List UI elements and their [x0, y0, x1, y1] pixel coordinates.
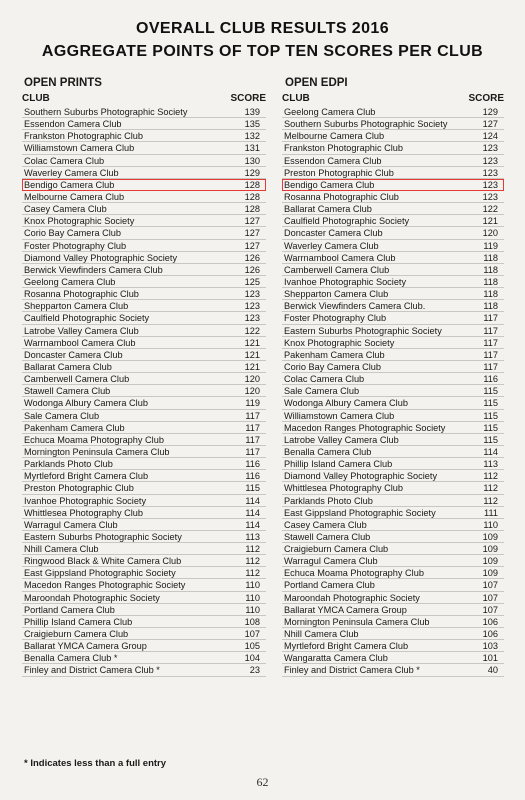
club-column-header: CLUB: [282, 93, 310, 104]
club-name: Latrobe Valley Camera Club: [284, 434, 399, 445]
club-score: 122: [482, 204, 498, 215]
club-score: 117: [245, 410, 260, 421]
club-name: East Gippsland Photographic Society: [24, 568, 176, 579]
club-score: 111: [484, 507, 498, 518]
table-row: [282, 179, 504, 191]
club-name: Ballarat Camera Club: [24, 361, 112, 372]
club-score: 118: [483, 252, 498, 263]
open-edpi-table: [282, 93, 504, 677]
open-edpi-header: [282, 93, 504, 106]
club-score: 123: [244, 301, 260, 312]
table-row: [22, 470, 266, 482]
club-name: Finley and District Camera Club *: [24, 665, 160, 676]
club-name: Mornington Peninsula Camera Club: [284, 616, 430, 627]
table-row: [282, 349, 504, 361]
table-row: [282, 155, 504, 167]
club-name: Pakenham Camera Club: [284, 349, 385, 360]
club-score: 115: [245, 483, 260, 494]
club-name: Portland Camera Club: [24, 604, 115, 615]
table-row: [282, 130, 504, 142]
club-name: Ballarat YMCA Camera Group: [24, 641, 147, 652]
club-name: Echuca Moama Photography Club: [284, 568, 424, 579]
club-score: 123: [482, 191, 498, 202]
table-row: [22, 155, 266, 167]
club-name: Macedon Ranges Photographic Society: [284, 422, 446, 433]
club-score: 118: [483, 264, 498, 275]
club-name: Melbourne Camera Club: [284, 131, 385, 142]
club-name: Frankston Photographic Club: [24, 131, 143, 142]
table-row: [22, 312, 266, 324]
club-score: 108: [244, 616, 260, 627]
club-score: 112: [245, 544, 260, 555]
club-name: Eastern Suburbs Photographic Society: [284, 325, 442, 336]
club-name: Camberwell Camera Club: [24, 374, 130, 385]
table-row: [22, 616, 266, 628]
club-score: 112: [483, 483, 498, 494]
club-name: Echuca Moama Photography Club: [24, 434, 164, 445]
club-score: 115: [483, 410, 498, 421]
club-name: Benalla Camera Club: [284, 446, 372, 457]
club-name: Geelong Camera Club: [24, 276, 116, 287]
club-name: Whittlesea Photography Club: [24, 507, 143, 518]
club-score: 125: [244, 276, 260, 287]
club-score: 117: [483, 361, 498, 372]
table-row: [22, 264, 266, 276]
table-row: [282, 264, 504, 276]
table-row: [22, 410, 266, 422]
club-name: Ballarat Camera Club: [284, 204, 372, 215]
footnote: * Indicates less than a full entry: [24, 758, 167, 769]
club-name: Craigieburn Camera Club: [24, 629, 129, 640]
club-score: 103: [482, 641, 498, 652]
club-name: Shepparton Camera Club: [24, 301, 129, 312]
table-row: [22, 422, 266, 434]
club-score: 129: [244, 167, 260, 178]
club-name: Parklands Photo Club: [24, 459, 113, 470]
club-score: 124: [482, 131, 498, 142]
club-name: Myrtleford Bright Camera Club: [24, 471, 149, 482]
club-score: 116: [245, 471, 260, 482]
table-row: [282, 531, 504, 543]
club-name: Casey Camera Club: [284, 519, 367, 530]
club-score: 127: [244, 240, 260, 251]
table-row: [22, 300, 266, 312]
club-name: Warrnambool Camera Club: [24, 337, 136, 348]
table-row: [282, 616, 504, 628]
table-row: [22, 664, 266, 676]
club-score: 123: [482, 167, 498, 178]
club-name: Maroondah Photographic Society: [24, 592, 160, 603]
club-score: 116: [245, 459, 260, 470]
club-score: 106: [482, 629, 498, 640]
club-score: 126: [244, 252, 260, 263]
club-score: 120: [482, 228, 498, 239]
club-name: Southern Suburbs Photographic Society: [284, 119, 448, 130]
club-score: 104: [244, 653, 260, 664]
page-subtitle: AGGREGATE POINTS OF TOP TEN SCORES PER CLUB: [41, 43, 484, 60]
table-row: [282, 652, 504, 664]
club-score: 128: [244, 191, 260, 202]
club-score: 114: [483, 446, 498, 457]
club-name: Diamond Valley Photographic Society: [24, 252, 178, 263]
club-score: 107: [482, 580, 498, 591]
club-score: 101: [482, 653, 498, 664]
club-name: Craigieburn Camera Club: [284, 544, 389, 555]
club-name: Maroondah Photographic Society: [284, 592, 420, 603]
table-row: [282, 361, 504, 373]
table-row: [22, 434, 266, 446]
club-name: Bendigo Camera Club: [284, 179, 375, 190]
table-row: [282, 628, 504, 640]
club-name: Wodonga Albury Camera Club: [24, 398, 148, 409]
club-name: Macedon Ranges Photographic Society: [24, 580, 186, 591]
club-score: 115: [483, 398, 498, 409]
club-score: 112: [483, 471, 498, 482]
table-row: [22, 337, 266, 349]
open-edpi-heading: OPEN EDPI: [285, 77, 348, 89]
club-score: 139: [244, 107, 260, 117]
club-name: Wodonga Albury Camera Club: [284, 398, 408, 409]
club-score: 123: [244, 289, 260, 300]
table-row: [282, 300, 504, 312]
club-name: Phillip Island Camera Club: [24, 616, 133, 627]
club-score: 128: [244, 204, 260, 215]
table-row: [22, 373, 266, 385]
table-row: [22, 252, 266, 264]
club-name: Waverley Camera Club: [24, 167, 119, 178]
club-score: 123: [244, 313, 260, 324]
table-row: [282, 434, 504, 446]
table-row: [282, 482, 504, 494]
table-row: [282, 592, 504, 604]
club-name: Colac Camera Club: [24, 155, 105, 166]
table-row: [282, 579, 504, 591]
club-score: 115: [483, 434, 498, 445]
club-name: Sale Camera Club: [24, 410, 100, 421]
table-row: [282, 227, 504, 239]
club-name: Ivanhoe Photographic Society: [284, 276, 407, 287]
table-row: [22, 555, 266, 567]
page-number: 62: [256, 775, 269, 789]
club-score: 117: [483, 337, 498, 348]
table-row: [22, 361, 266, 373]
club-name: East Gippsland Photographic Society: [284, 507, 436, 518]
table-row: [22, 191, 266, 203]
club-name: Preston Photographic Club: [24, 483, 134, 494]
table-row: [282, 288, 504, 300]
table-row: [22, 385, 266, 397]
club-name: Berwick Viewfinders Camera Club: [24, 264, 163, 275]
club-name: Wangaratta Camera Club: [284, 653, 388, 664]
club-name: Corio Bay Camera Club: [284, 361, 382, 372]
table-row: [22, 276, 266, 288]
open-edpi-rows: [282, 106, 504, 677]
table-row: [22, 519, 266, 531]
table-row: [22, 325, 266, 337]
club-name: Bendigo Camera Club: [24, 179, 115, 190]
club-name: Doncaster Camera Club: [284, 228, 383, 239]
table-row: [22, 130, 266, 142]
club-name: Nhill Camera Club: [284, 629, 359, 640]
club-score: 110: [245, 580, 260, 591]
club-score: 109: [482, 544, 498, 555]
club-name: Sale Camera Club: [284, 386, 360, 397]
club-name: Latrobe Valley Camera Club: [24, 325, 139, 336]
table-row: [22, 179, 266, 191]
club-score: 107: [244, 629, 260, 640]
club-name: Mornington Peninsula Camera Club: [24, 446, 170, 457]
table-row: [282, 519, 504, 531]
club-name: Pakenham Camera Club: [24, 422, 125, 433]
table-row: [282, 446, 504, 458]
club-score: 129: [482, 107, 498, 117]
table-row: [22, 652, 266, 664]
club-score: 113: [245, 531, 260, 542]
club-name: Phillip Island Camera Club: [284, 459, 393, 470]
club-score: 109: [482, 556, 498, 567]
club-score: 117: [483, 349, 498, 360]
club-name: Diamond Valley Photographic Society: [284, 471, 438, 482]
table-row: [282, 555, 504, 567]
club-score: 114: [245, 519, 260, 530]
club-score: 114: [245, 507, 260, 518]
table-row: [22, 118, 266, 130]
table-row: [22, 397, 266, 409]
club-score: 121: [244, 337, 260, 348]
club-score: 127: [244, 216, 260, 227]
club-score: 40: [487, 665, 498, 676]
table-row: [22, 106, 266, 118]
club-name: Geelong Camera Club: [284, 107, 376, 117]
club-score: 121: [244, 349, 260, 360]
table-row: [22, 482, 266, 494]
club-score: 131: [244, 143, 260, 154]
club-score: 112: [483, 495, 498, 506]
club-name: Knox Photographic Society: [284, 337, 395, 348]
club-score: 127: [482, 119, 498, 130]
club-score: 121: [482, 216, 498, 227]
table-row: [22, 203, 266, 215]
table-row: [22, 227, 266, 239]
club-score: 112: [245, 568, 260, 579]
table-row: [282, 167, 504, 179]
club-score: 117: [245, 434, 260, 445]
club-name: Portland Camera Club: [284, 580, 375, 591]
club-score: 109: [482, 531, 498, 542]
club-score: 105: [244, 641, 260, 652]
table-row: [22, 628, 266, 640]
club-name: Essendon Camera Club: [284, 155, 382, 166]
table-row: [282, 276, 504, 288]
club-name: Ivanhoe Photographic Society: [24, 495, 147, 506]
table-row: [22, 215, 266, 227]
table-row: [22, 349, 266, 361]
club-score: 117: [483, 325, 498, 336]
table-row: [282, 458, 504, 470]
table-row: [22, 640, 266, 652]
table-row: [22, 604, 266, 616]
table-row: [282, 337, 504, 349]
table-row: [22, 167, 266, 179]
club-score: 119: [245, 398, 260, 409]
club-name: Warragul Camera Club: [24, 519, 118, 530]
table-row: [282, 567, 504, 579]
club-name: Caulfield Photographic Society: [284, 216, 410, 227]
table-row: [22, 507, 266, 519]
club-score: 117: [245, 422, 260, 433]
club-score: 130: [244, 155, 260, 166]
club-name: Ringwood Black & White Camera Club: [24, 556, 182, 567]
club-name: Finley and District Camera Club *: [284, 665, 420, 676]
table-row: [282, 215, 504, 227]
table-row: [282, 507, 504, 519]
table-row: [282, 495, 504, 507]
table-row: [282, 240, 504, 252]
club-score: 126: [244, 264, 260, 275]
club-name: Melbourne Camera Club: [24, 191, 125, 202]
club-name: Whittlesea Photography Club: [284, 483, 403, 494]
club-score: 117: [483, 313, 498, 324]
table-row: [22, 288, 266, 300]
club-score: 115: [483, 386, 498, 397]
club-score: 113: [483, 459, 498, 470]
club-score: 114: [245, 495, 260, 506]
club-score: 107: [482, 592, 498, 603]
club-score: 117: [245, 446, 260, 457]
club-name: Essendon Camera Club: [24, 119, 122, 130]
club-score: 135: [244, 119, 260, 130]
club-score: 123: [482, 179, 498, 190]
club-score: 121: [244, 361, 260, 372]
club-score: 110: [245, 592, 260, 603]
table-row: [282, 106, 504, 118]
table-row: [22, 495, 266, 507]
club-score: 110: [483, 519, 498, 530]
table-row: [22, 579, 266, 591]
club-score: 123: [482, 155, 498, 166]
club-name: Colac Camera Club: [284, 374, 365, 385]
table-row: [282, 543, 504, 555]
club-score: 127: [244, 228, 260, 239]
open-prints-table: [22, 93, 266, 677]
club-name: Preston Photographic Club: [284, 167, 394, 178]
club-score: 128: [244, 179, 260, 190]
club-name: Foster Photography Club: [284, 313, 387, 324]
table-row: [22, 446, 266, 458]
club-name: Foster Photography Club: [24, 240, 127, 251]
table-row: [282, 397, 504, 409]
club-score: 106: [482, 616, 498, 627]
club-score: 118: [483, 289, 498, 300]
club-score: 115: [483, 422, 498, 433]
club-column-header: CLUB: [22, 93, 50, 104]
club-name: Nhill Camera Club: [24, 544, 99, 555]
club-score: 107: [482, 604, 498, 615]
club-name: Frankston Photographic Club: [284, 143, 403, 154]
club-name: Shepparton Camera Club: [284, 289, 389, 300]
table-row: [282, 252, 504, 264]
table-row: [282, 640, 504, 652]
table-row: [22, 142, 266, 154]
club-name: Williamstown Camera Club: [24, 143, 135, 154]
page-title: OVERALL CLUB RESULTS 2016: [135, 20, 389, 37]
club-name: Stawell Camera Club: [284, 531, 371, 542]
open-prints-header: [22, 93, 266, 106]
table-row: [282, 142, 504, 154]
club-name: Caulfield Photographic Society: [24, 313, 150, 324]
club-score: 118: [483, 301, 498, 312]
club-name: Berwick Viewfinders Camera Club.: [284, 301, 426, 312]
club-name: Camberwell Camera Club: [284, 264, 390, 275]
club-score: 116: [483, 374, 498, 385]
table-row: [282, 664, 504, 676]
table-row: [282, 422, 504, 434]
score-column-header: SCORE: [230, 93, 266, 104]
club-name: Southern Suburbs Photographic Society: [24, 107, 188, 117]
club-score: 110: [245, 604, 260, 615]
table-row: [282, 604, 504, 616]
table-row: [282, 118, 504, 130]
table-row: [22, 240, 266, 252]
table-row: [22, 592, 266, 604]
table-row: [282, 191, 504, 203]
club-name: Warrnambool Camera Club: [284, 252, 396, 263]
club-score: 120: [244, 374, 260, 385]
table-row: [282, 325, 504, 337]
club-name: Rosanna Photographic Club: [24, 289, 139, 300]
open-prints-rows: [22, 106, 266, 677]
club-score: 118: [483, 276, 498, 287]
club-name: Waverley Camera Club: [284, 240, 379, 251]
open-prints-heading: OPEN PRINTS: [24, 77, 102, 89]
club-name: Casey Camera Club: [24, 204, 107, 215]
table-row: [282, 312, 504, 324]
club-score: 109: [482, 568, 498, 579]
table-row: [282, 203, 504, 215]
club-score: 132: [244, 131, 260, 142]
club-name: Myrtleford Bright Camera Club: [284, 641, 409, 652]
table-row: [22, 531, 266, 543]
score-column-header: SCORE: [468, 93, 504, 104]
club-name: Doncaster Camera Club: [24, 349, 123, 360]
club-score: 112: [245, 556, 260, 567]
club-name: Knox Photographic Society: [24, 216, 135, 227]
club-name: Stawell Camera Club: [24, 386, 111, 397]
club-score: 119: [483, 240, 498, 251]
club-name: Warragul Camera Club: [284, 556, 378, 567]
table-row: [22, 458, 266, 470]
table-row: [282, 373, 504, 385]
table-row: [22, 567, 266, 579]
table-row: [282, 410, 504, 422]
club-name: Benalla Camera Club *: [24, 653, 118, 664]
club-name: Parklands Photo Club: [284, 495, 373, 506]
club-name: Ballarat YMCA Camera Group: [284, 604, 407, 615]
club-name: Rosanna Photographic Club: [284, 191, 399, 202]
club-name: Corio Bay Camera Club: [24, 228, 122, 239]
club-score: 123: [482, 143, 498, 154]
table-row: [22, 543, 266, 555]
club-name: Williamstown Camera Club: [284, 410, 395, 421]
club-score: 120: [244, 386, 260, 397]
club-name: Eastern Suburbs Photographic Society: [24, 531, 182, 542]
club-score: 122: [244, 325, 260, 336]
club-score: 23: [249, 665, 260, 676]
table-row: [282, 385, 504, 397]
table-row: [282, 470, 504, 482]
